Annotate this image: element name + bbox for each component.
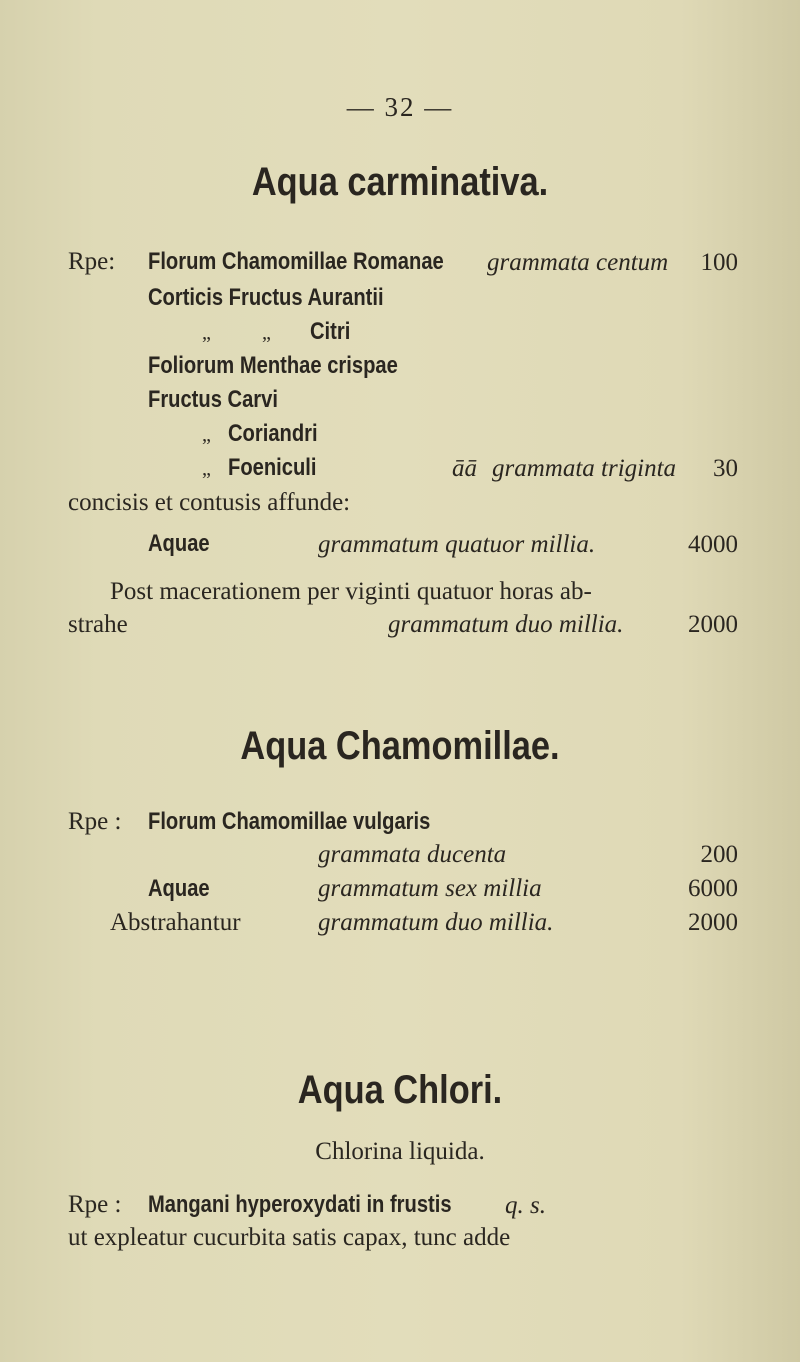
- ingredient-foliorum-menthae: [148, 352, 445, 380]
- ingredient-citri: [310, 318, 358, 346]
- ingredient-name: Foliorum Menthae crispae: [148, 352, 398, 379]
- ingredient-name: Citri: [310, 318, 351, 345]
- instruction-expleatur: ut expleatur cucurbita satis capax, tunc adde: [68, 1224, 511, 1251]
- ditto-mark: „: [202, 424, 211, 446]
- instruction-concisis: concisis et contusis affunde:: [68, 489, 351, 516]
- quantity-text: q. s.: [505, 1192, 546, 1219]
- section-title-chamomillae: Aqua Chamomillae.: [240, 724, 560, 768]
- ingredient-name: Florum Chamomillae vulgaris: [148, 808, 431, 835]
- ingredient-name: Coriandri: [228, 420, 318, 447]
- ingredient-foeniculi: [228, 454, 333, 482]
- ingredient-name: Foeniculi: [228, 454, 317, 481]
- quantity-number: 2000: [688, 611, 738, 638]
- aa-mark: āā: [452, 455, 477, 482]
- ingredient-florum-chamomillae-romanae: [148, 248, 500, 276]
- page-number: — 32 —: [346, 92, 454, 122]
- ditto-mark: „: [202, 322, 211, 344]
- ingredient-name: Mangani hyperoxydati in frustis: [148, 1191, 452, 1218]
- ingredient-corticis: [148, 284, 428, 312]
- quantity-number: 30: [713, 455, 738, 482]
- quantity-text: grammatum duo millia.: [388, 611, 624, 638]
- quantity-number: 6000: [688, 875, 738, 902]
- quantity-number: 4000: [688, 531, 738, 558]
- quantity-number: 100: [700, 249, 738, 276]
- ditto-mark: „: [262, 322, 271, 344]
- ingredient-aquae: [148, 875, 221, 903]
- quantity-text: grammata triginta: [492, 455, 677, 482]
- section-title-chlori: Aqua Chlori.: [297, 1068, 503, 1112]
- quantity-number: 2000: [688, 909, 738, 936]
- ingredient-fructus-carvi: [148, 386, 303, 414]
- section-title-carminativa: Aqua carminativa.: [251, 160, 549, 204]
- ingredient-name: Aquae: [148, 875, 210, 902]
- ingredient-name: Florum Chamomillae Romanae: [148, 248, 444, 275]
- quantity-number: 200: [700, 841, 738, 868]
- section-subtitle: Chlorina liquida.: [315, 1138, 485, 1165]
- ditto-mark: „: [202, 458, 211, 480]
- ingredient-coriandri: [228, 420, 335, 448]
- ingredient-mangani: [148, 1191, 509, 1219]
- ingredient-name: Fructus Carvi: [148, 386, 278, 413]
- quantity-text: grammatum sex millia: [318, 875, 542, 902]
- ingredient-florum-chamomillae-vulgaris: [148, 808, 484, 836]
- quantity-text: grammatum quatuor millia.: [318, 531, 596, 558]
- ingredient-name: Corticis Fructus Aurantii: [148, 284, 384, 311]
- instruction-abstrahantur: Abstrahantur: [110, 909, 241, 936]
- quantity-text: grammata centum: [487, 249, 669, 276]
- rpe-label: Rpe :: [68, 808, 122, 835]
- rpe-label: Rpe :: [68, 1191, 122, 1218]
- quantity-text: grammatum duo millia.: [318, 909, 554, 936]
- quantity-text: grammata ducenta: [318, 841, 507, 868]
- ingredient-aquae: [148, 530, 221, 558]
- rpe-label: Rpe:: [68, 248, 116, 275]
- ingredient-name: Aquae: [148, 530, 210, 557]
- instruction-post-line2: strahe: [68, 611, 128, 638]
- instruction-post-line1: Post macerationem per viginti quatuor horas ab-: [110, 578, 592, 605]
